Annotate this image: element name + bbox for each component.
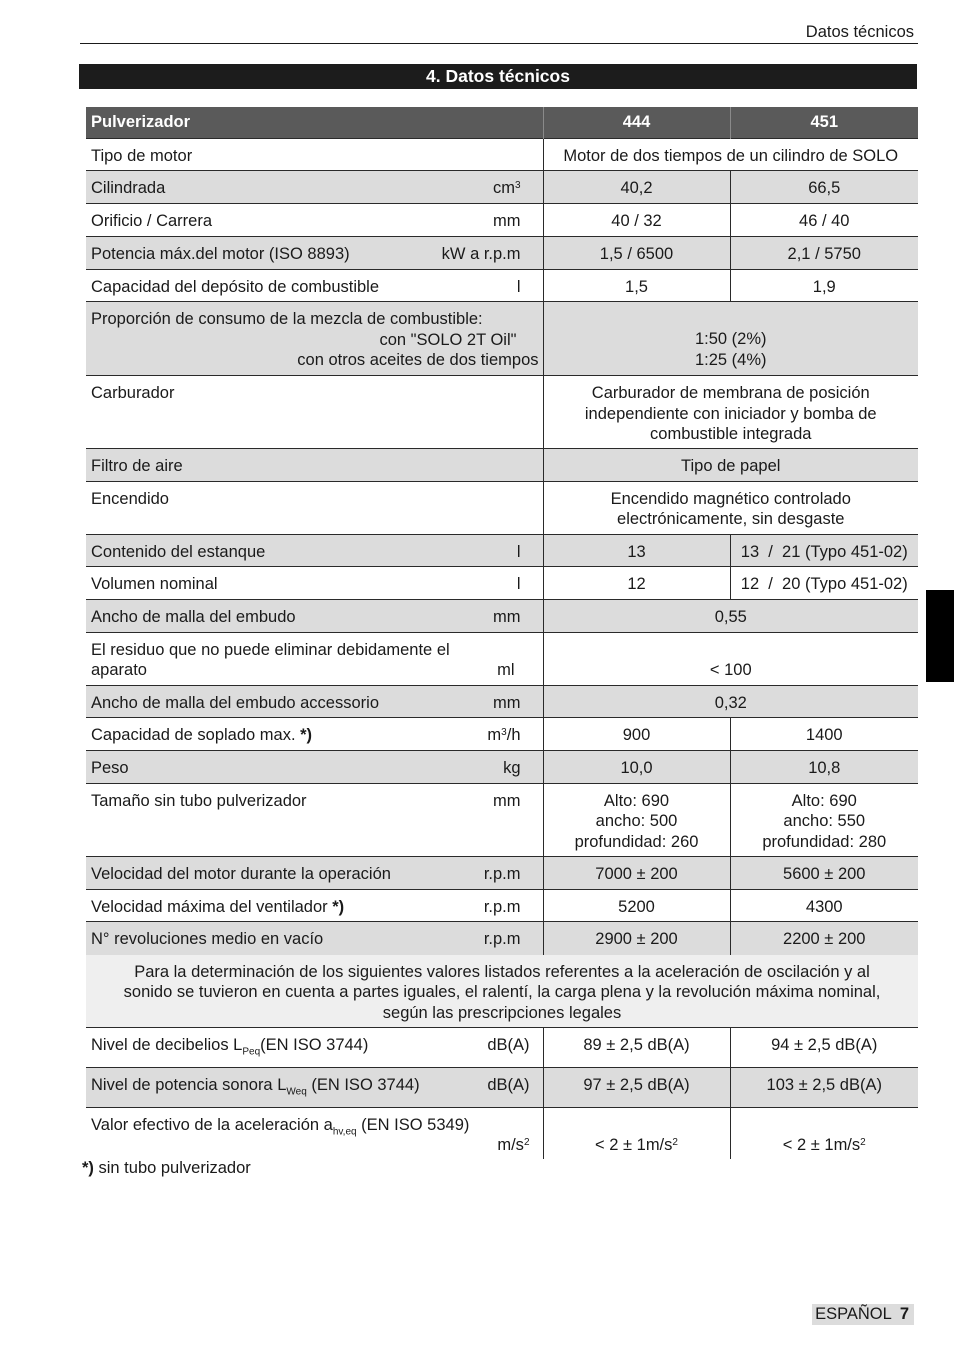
table-header-row [86,107,918,138]
value-line: electrónicamente, sin desgaste [617,510,845,528]
row-unit: l [516,277,521,296]
row-label: Velocidad máxima del ventilador [91,897,333,916]
row-unit: r.p.m [483,864,521,883]
row-unit: l [516,575,521,593]
table-row-sound-power [86,1067,918,1107]
table-row-engine-speed [86,856,918,889]
value-line: Encendido magnético controlado [610,489,851,508]
technical-data-table [86,107,918,1159]
row-value: 0,32 [543,685,918,718]
value-444: 13 [543,534,730,567]
value-444: 12 [543,567,730,600]
note-line: según las prescripciones legales [382,1003,622,1022]
page-number: 7 [899,1305,909,1323]
value-451: < $2 \pm 1m/s^2$ [730,1107,918,1159]
table-row-ignition [86,481,918,534]
table-row-mixture [86,302,918,376]
value-451: 2,1 / 5750 [730,236,918,269]
table-row-nominal-volume [86,567,918,600]
value-444: 1,5 / 6500 [543,236,730,269]
value-444: 1,5 [543,269,730,302]
table-row-accessory-mesh [86,685,918,718]
table-row-air-filter [86,449,918,482]
value-451: 66,5 [730,171,918,204]
value-451: 5600 ± 200 [730,856,918,889]
table-row-sound-pressure [86,1028,918,1068]
row-sublabel-solo-oil: con "SOLO 2T Oil" [379,330,517,349]
value-ratio-solo: 1:50 (2%) [694,330,767,348]
value-444: 40 / 32 [543,204,730,237]
table-row-measurement-note [86,955,918,1028]
note-line: Para la determinación de los siguientes valores listados referentes a la aceleración de oscilación y al [134,962,870,981]
size-height: Alto: 690 [603,791,670,810]
row-label: Orificio / Carrera [91,212,213,230]
table-row-tank-content [86,534,918,567]
footnote-marker: *) [332,897,345,916]
header-label: Pulverizador [86,107,543,138]
row-unit: $cm^3$ [492,179,521,197]
value-451: 46 / 40 [730,204,918,237]
value-451: 13 / 21 (Typo 451-02) [730,534,918,567]
row-label: Volumen nominal [91,575,218,593]
table-row-fuel-tank [86,269,918,302]
table-row-carburetor [86,376,918,449]
value-444: 10,0 [543,751,730,784]
row-label: Nivel de potencia sonora $L_{Weq}$ (EN ISO 3744) [91,1075,420,1098]
page-footer [812,1304,914,1325]
value-451: 2200 ± 200 [730,922,918,955]
size-depth: profundidad: 280 [762,832,887,851]
value-444: < $2 \pm 1m/s^2$ [543,1107,730,1159]
section-title: 4. Datos técnicos [79,64,917,89]
value-line: combustible integrada [650,425,812,443]
row-unit: mm [493,608,521,626]
row-unit: mm [493,791,521,810]
value-451: 1,9 [730,269,918,302]
table-row-max-power [86,236,918,269]
row-sublabel-other-oils: con otros aceites de dos tiempos [297,351,539,369]
table-row-vibration [86,1107,918,1159]
row-label: Velocidad del motor durante la operación [91,864,391,883]
size-width: ancho: 500 [595,812,678,830]
footnote-marker: *) [300,726,313,744]
row-unit: mm [493,212,521,230]
row-label: Proporción de consumo de la mezcla de combustible: [91,310,483,328]
value-451: 10,8 [730,751,918,784]
row-label: Ancho de malla del embudo [91,608,296,626]
running-title: Datos técnicos [805,23,914,41]
table-row-fan-speed [86,889,918,922]
value-451: 94 ± 2,5 dB(A) [730,1028,918,1068]
row-label: Tipo de motor [86,138,543,171]
value-444: 97 ± 2,5 dB(A) [543,1067,730,1107]
size-width: ancho: 550 [783,812,866,830]
row-label: Encendido [86,481,543,534]
row-label: Peso [91,759,129,777]
header-model-444: 444 [543,107,730,138]
row-unit: mm [493,693,521,712]
row-label: El residuo que no puede eliminar debidamente el [91,640,450,659]
footer-language: ESPAÑOL [815,1305,892,1323]
row-unit: dB(A) [487,1075,530,1094]
row-unit: r.p.m [483,897,521,916]
table-row-weight [86,751,918,784]
value-line: independiente con iniciador y bomba de [584,404,877,423]
row-unit: kW a r.p.m [441,244,521,263]
row-value: Motor de dos tiempos de un cilindro de SOLO [543,138,918,171]
row-unit: r.p.m [483,930,521,948]
row-label: Filtro de aire [86,449,543,482]
row-label: Contenido del estanque [91,542,266,561]
table-row-blow-capacity [86,718,918,751]
language-thumb-tab [926,590,954,682]
note-line: sonido se tuvieron en cuenta a partes iguales, el ralentí, la carga plena y la revolución máxima nominal, [123,983,881,1001]
table-row-motor-type [86,138,918,171]
row-label: Valor efectivo de la aceleración $a_{hv,eq}$ (EN ISO 5349) [91,1115,470,1137]
row-unit: dB(A) [487,1036,530,1054]
table-row-displacement [86,171,918,204]
value-444: 89 ± 2,5 dB(A) [543,1028,730,1068]
table-row-bore-stroke [86,204,918,237]
row-label: Ancho de malla del embudo accessorio [91,693,380,712]
row-unit: ml [497,661,515,679]
value-444: 40,2 [543,171,730,204]
value-451: 12 / 20 (Typo 451-02) [730,567,918,600]
header-model-451: 451 [730,107,918,138]
row-unit: l [516,542,521,561]
value-444: 2900 ± 200 [543,922,730,955]
size-depth: profundidad: 260 [574,832,699,851]
table-row-residue [86,632,918,685]
table-row-size [86,783,918,856]
footnote [82,1159,251,1178]
row-label: Cilindrada [91,179,166,197]
table-row-idle-speed [86,922,918,955]
footnote-text: sin tubo pulverizador [93,1159,251,1177]
row-label: Potencia máx.del motor (ISO 8893) [91,244,350,263]
size-height: Alto: 690 [791,791,857,810]
row-label: Tamaño sin tubo pulverizador [91,791,307,810]
row-unit: $m/s^2$ [497,1135,530,1154]
footnote-marker: *) [82,1159,94,1177]
row-unit: kg [503,759,521,777]
value-451: 4300 [730,889,918,922]
row-label: Carburador [86,376,543,449]
row-label: Nivel de decibelios $L_{Peq}(EN$ ISO 3744) [91,1036,369,1058]
row-value: 0,55 [543,600,918,633]
value-ratio-other: 1:25 (4%) [694,350,767,369]
row-label-cont: aparato [91,661,147,679]
value-line: Carburador de membrana de posición [591,384,870,402]
row-unit: $m^3/h$ [487,726,521,744]
row-value: < 100 [543,632,918,685]
row-label: Capacidad de soplado max. [91,726,301,744]
row-label: N° revoluciones medio en vacío [91,930,324,948]
value-444: 900 [543,718,730,751]
row-label: Capacidad del depósito de combustible [91,277,380,296]
value-444: 5200 [543,889,730,922]
row-value: Tipo de papel [543,449,918,482]
running-header [80,22,918,44]
value-451: 103 ± 2,5 dB(A) [730,1067,918,1107]
value-444: 7000 ± 200 [543,856,730,889]
value-451: 1400 [730,718,918,751]
table-row-funnel-mesh [86,600,918,633]
